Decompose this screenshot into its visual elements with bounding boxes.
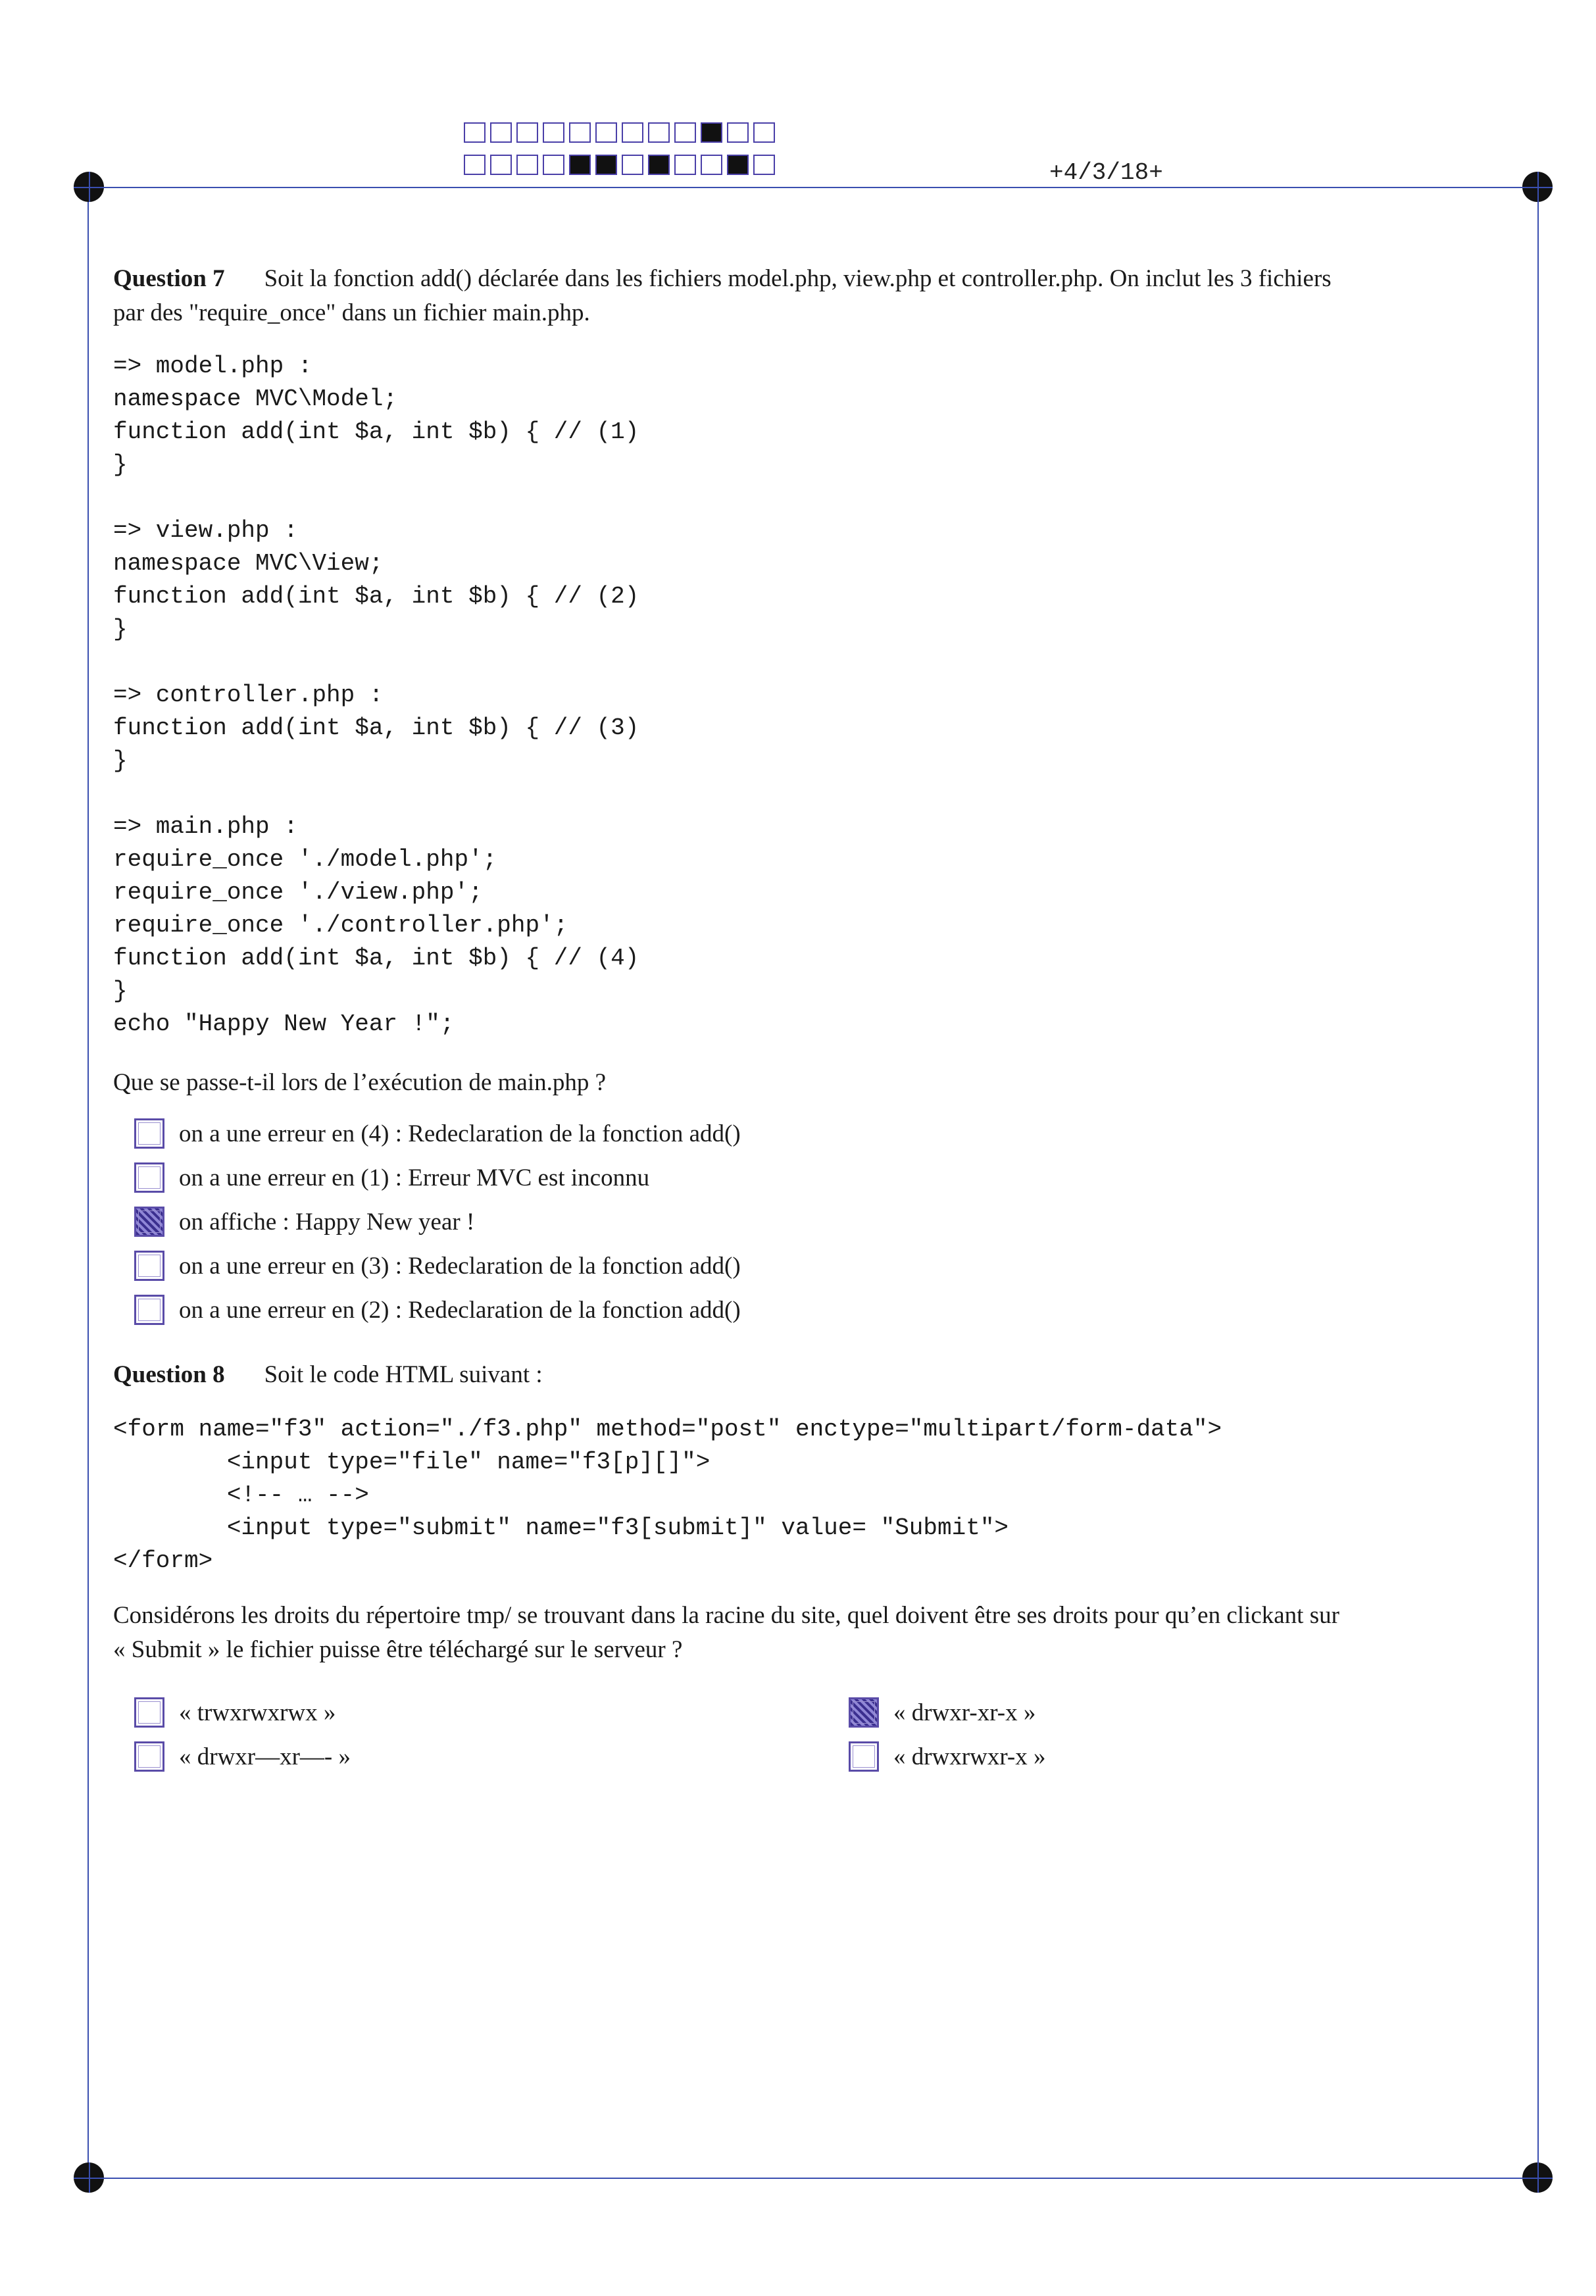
id-box bbox=[648, 122, 670, 143]
answer-option[interactable] bbox=[849, 1741, 1046, 1772]
answer-text: « drwxrwxr-x » bbox=[893, 1743, 1046, 1770]
id-box bbox=[595, 155, 617, 175]
answer-option[interactable] bbox=[134, 1251, 741, 1281]
corner-mark-bottom-left bbox=[74, 2162, 104, 2193]
id-box bbox=[543, 122, 564, 143]
id-box bbox=[753, 155, 775, 175]
id-box bbox=[543, 155, 564, 175]
id-box bbox=[648, 155, 670, 175]
id-box bbox=[516, 122, 538, 143]
id-box bbox=[701, 122, 722, 143]
answer-option[interactable] bbox=[134, 1207, 474, 1237]
answer-checkbox[interactable] bbox=[134, 1741, 164, 1772]
id-box bbox=[753, 122, 775, 143]
id-box bbox=[490, 155, 512, 175]
answer-text: on affiche : Happy New year ! bbox=[179, 1208, 475, 1235]
answer-text: « drwxr—xr—- » bbox=[179, 1743, 351, 1770]
question-8-text-1: Considérons les droits du répertoire tmp/ se trouvant dans la racine du site, quel doivent être ses droits pour qu’en clickant sur bbox=[113, 1602, 1339, 1629]
id-box bbox=[464, 155, 486, 175]
answer-checkbox[interactable] bbox=[134, 1697, 164, 1728]
answer-text: on a une erreur en (1) : Erreur MVC est inconnu bbox=[179, 1164, 650, 1191]
id-box bbox=[674, 155, 696, 175]
id-box bbox=[516, 155, 538, 175]
id-box bbox=[727, 155, 749, 175]
question-7 bbox=[113, 262, 1521, 330]
question-8-code: <form name="f3" action="./f3.php" method="post" enctype="multipart/form-data"> <input type="file" name="f3[p][]"> <!-- … --> <input type="submit" name="f3[submit]" value= "Submit"> </form> bbox=[113, 1416, 1222, 1574]
id-box bbox=[674, 122, 696, 143]
id-box bbox=[595, 122, 617, 143]
id-box bbox=[490, 122, 512, 143]
answer-option[interactable] bbox=[134, 1697, 336, 1728]
answer-option[interactable] bbox=[134, 1295, 741, 1325]
answer-text: « drwxr-xr-x » bbox=[893, 1699, 1036, 1726]
question-7-text-1: Soit la fonction add() déclarée dans les fichiers model.php, view.php et controller.php. On inclut les 3 fichiers bbox=[264, 265, 1332, 292]
question-8-text bbox=[113, 1599, 1521, 1667]
question-7-label: Question 7 bbox=[113, 265, 225, 292]
id-box bbox=[569, 155, 591, 175]
id-boxes-row-2 bbox=[464, 155, 780, 175]
answer-checkbox[interactable] bbox=[134, 1251, 164, 1281]
answer-option[interactable] bbox=[134, 1118, 741, 1149]
answer-text: on a une erreur en (2) : Redeclaration de la fonction add() bbox=[179, 1296, 741, 1324]
answer-checkbox[interactable] bbox=[849, 1697, 879, 1728]
answer-checkbox[interactable] bbox=[134, 1162, 164, 1193]
question-7-code: => model.php : namespace MVC\Model; function add(int $a, int $b) { // (1) } => view.php : namespace MVC\View; function add(int $a, int $b) { // (2) } => controller.php : function add(int $a, int $b) { // (3) } => main.php : require_once './model.php'; require_once './view.php'; require_once './controller.php'; function add(int $a, int $b) { // (4) } echo "Happy New Year !"; bbox=[113, 353, 639, 1037]
id-boxes-row-1 bbox=[464, 122, 780, 143]
answer-checkbox[interactable] bbox=[134, 1207, 164, 1237]
answer-option[interactable] bbox=[849, 1697, 1035, 1728]
id-box bbox=[622, 155, 643, 175]
question-8-text-2: « Submit » le fichier puisse être téléchargé sur le serveur ? bbox=[113, 1636, 683, 1663]
id-box bbox=[727, 122, 749, 143]
question-7-prompt: Que se passe-t-il lors de l’exécution de main.php ? bbox=[113, 1069, 607, 1096]
question-8-label: Question 8 bbox=[113, 1361, 225, 1388]
answer-text: on a une erreur en (4) : Redeclaration de la fonction add() bbox=[179, 1120, 741, 1147]
question-8-intro: Soit le code HTML suivant : bbox=[264, 1361, 543, 1388]
corner-mark-top-left bbox=[74, 172, 104, 202]
answer-text: « trwxrwxrwx » bbox=[179, 1699, 336, 1726]
id-box bbox=[569, 122, 591, 143]
corner-mark-top-right bbox=[1522, 172, 1553, 202]
answer-checkbox[interactable] bbox=[849, 1741, 879, 1772]
answer-text: on a une erreur en (3) : Redeclaration de la fonction add() bbox=[179, 1252, 741, 1280]
page-code: +4/3/18+ bbox=[1049, 159, 1163, 186]
id-box bbox=[464, 122, 486, 143]
corner-mark-bottom-right bbox=[1522, 2162, 1553, 2193]
answer-option[interactable] bbox=[134, 1741, 351, 1772]
question-7-text-2: par des "require_once" dans un fichier main.php. bbox=[113, 299, 590, 326]
answer-checkbox[interactable] bbox=[134, 1295, 164, 1325]
id-box bbox=[622, 122, 643, 143]
answer-checkbox[interactable] bbox=[134, 1118, 164, 1149]
answer-option[interactable] bbox=[134, 1162, 649, 1193]
id-box bbox=[701, 155, 722, 175]
question-8 bbox=[113, 1358, 543, 1392]
